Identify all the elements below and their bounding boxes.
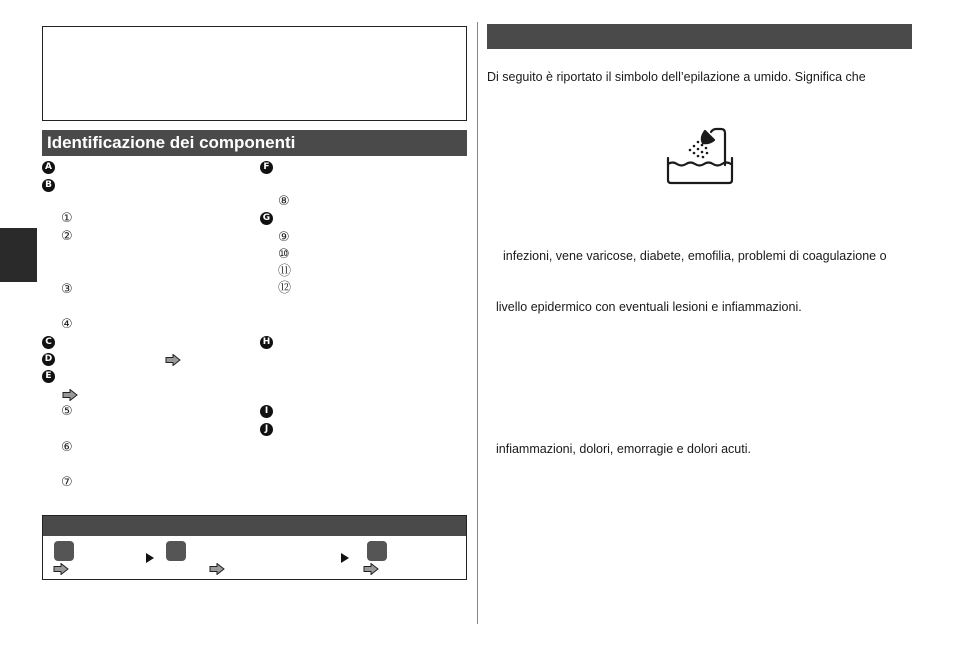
step-image-1 — [54, 541, 74, 561]
wet-epilation-bath-shower-icon — [664, 126, 736, 186]
part-number-4: ④ — [61, 317, 73, 332]
language-edge-tab — [0, 228, 37, 282]
part-badge-a: A — [42, 161, 55, 174]
skin-condition-text: livello epidermico con eventuali lesioni e infiammazioni. — [496, 300, 802, 314]
contraindications-text: infezioni, vene varicose, diabete, emofilia, problemi di coagulazione o — [503, 249, 887, 263]
part-number-7: ⑦ — [61, 475, 73, 490]
step-image-3 — [367, 541, 387, 561]
steps-box — [42, 515, 467, 580]
part-badge-h: H — [260, 336, 273, 349]
steps-header-bar — [43, 516, 466, 536]
column-divider — [477, 22, 478, 624]
part-badge-c: C — [42, 336, 55, 349]
part-number-12: ⑫ — [278, 281, 292, 296]
reference-arrow-icon — [363, 563, 379, 575]
wet-use-intro-text: Di seguito è riportato il simbolo dell’epilazione a umido. Significa che — [487, 70, 866, 84]
part-badge-i: I — [260, 405, 273, 418]
next-step-icon — [146, 553, 154, 563]
part-number-9: ⑨ — [278, 230, 290, 245]
reference-arrow-icon — [62, 389, 78, 401]
part-badge-d: D — [42, 353, 55, 366]
reference-arrow-icon — [53, 563, 69, 575]
step-image-2 — [166, 541, 186, 561]
part-number-10: ⑩ — [278, 247, 290, 262]
reference-arrow-icon — [165, 354, 181, 366]
part-number-11: ⑪ — [278, 264, 292, 279]
part-badge-e: E — [42, 370, 55, 383]
part-number-1: ① — [61, 211, 73, 226]
reference-arrow-icon — [209, 563, 225, 575]
part-badge-j: J — [260, 423, 273, 436]
part-number-2: ② — [61, 229, 73, 244]
part-number-5: ⑤ — [61, 404, 73, 419]
section-title: Identificazione dei componenti — [42, 130, 467, 156]
right-section-bar — [487, 24, 912, 49]
part-number-8: ⑧ — [278, 194, 290, 209]
part-badge-b: B — [42, 179, 55, 192]
notice-box — [42, 26, 467, 121]
next-step-icon — [341, 553, 349, 563]
part-number-6: ⑥ — [61, 440, 73, 455]
part-badge-g: G — [260, 212, 273, 225]
part-badge-f: F — [260, 161, 273, 174]
part-number-3: ③ — [61, 282, 73, 297]
symptoms-text: infiammazioni, dolori, emorragie e dolori acuti. — [496, 442, 751, 456]
